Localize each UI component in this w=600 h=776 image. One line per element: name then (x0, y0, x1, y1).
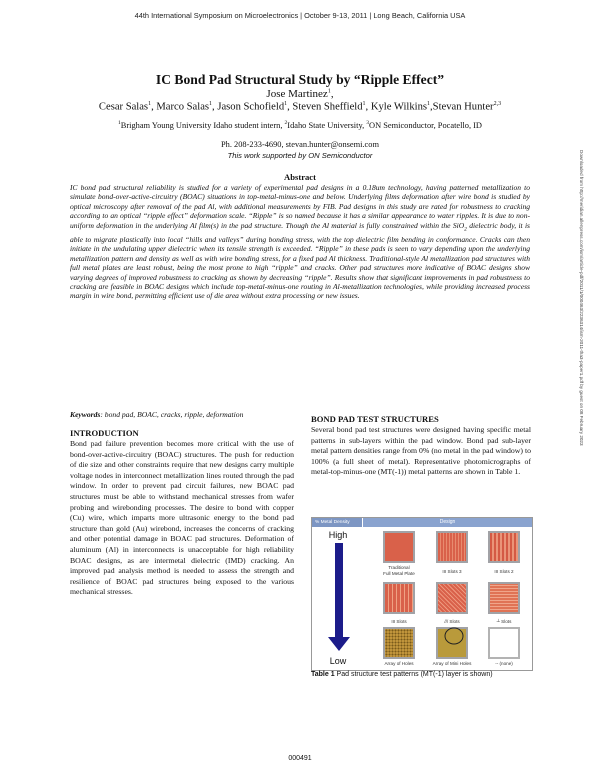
intro-heading: INTRODUCTION (70, 428, 139, 438)
table-1-figure (311, 517, 533, 671)
author-name: Steven Sheffield (292, 101, 363, 113)
abstract-sub: 2 (464, 226, 467, 233)
ball-outline (445, 628, 463, 644)
author-name: Stevan Hunter (432, 101, 494, 113)
pad-label: III Slots 3 (442, 569, 462, 574)
author-line-1: Jose Martinez$^1$, (266, 88, 334, 100)
intro-paragraph: Bond pad failure prevention becomes more critical with the use of bond-over-active-circuitry (BOAC) structures. The push for reduction of die size and other constraints require that new designs carry multiple voltage nodes in interconnect metallization lines routed through the pad window. In order to prevent pad circuit failures, new BOAC pad structures must be able to withstand mechanical stresses from wafer probing and wirebonding processes. The desire to bond with copper (Cu) wire, which imparts more ultrasonic energy to the bond pad structure than gold (Au) wirebond, increases the concerns of cracking and other potential damage in BOAC pad structures. Deformation of aluminum (Al) in interconnects is unacceptable for high reliability BOAC designs, as are intermetal dielectric (IMD) cracking. An improved pad analysis method is needed to assess the strength and resilience of BOAC pad structures being exposed to the various mechanical stresses. (70, 439, 294, 597)
author-name: Jason Schofield (217, 101, 285, 113)
author-sup: 2,3 (493, 101, 502, 107)
page-number: 000491 (288, 755, 312, 762)
pad-tile-none (488, 627, 520, 659)
paper-title: IC Bond Pad Structural Study by “Ripple Effect” (155, 72, 445, 87)
pad-label: /// Slots (444, 619, 460, 624)
intro-body (70, 439, 294, 598)
author-sup: 1 (284, 101, 288, 107)
pad-tile-slots-2 (488, 531, 520, 563)
author-sup: 1 (148, 101, 152, 107)
pad-label: ┴ Slots (496, 619, 512, 624)
author-sup: 1 (362, 101, 366, 107)
caption-text: Pad structure test patterns (MT(-1) layer is shown) (334, 671, 493, 678)
keywords-label: Keywords (70, 410, 101, 419)
arrow-shaft (335, 543, 343, 637)
author-name: Jose Martinez (266, 88, 328, 100)
metal-density-header: % Metal Density (312, 518, 362, 527)
pad-tile-slots (383, 582, 415, 614)
author-line-2: Cesar Salas$^1$, Marco Salas$^1$, Jason Schofield$^1$, Steven Sheffield$^1$, Kyle Wilkins$^1$,Stevan Hunter$^{2,3}$ (98, 101, 502, 113)
wire-bond-ball (442, 624, 466, 646)
bond-pad-paragraph: Several bond pad test structures were designed having specific metal patterns in sub-layers within the pad window. Bond pad sub-layer metal pattern densities range from 0% (no metal in the pad window) to 100% (a full sheet of metal). Representative photomicrographs of metal-top-minus-one (MT(-1)) metal patterns are shown in Table 1. (311, 425, 531, 477)
affil-sup: 1 (118, 120, 121, 126)
affiliations (0, 120, 600, 130)
pad-label: Array of Holes (384, 661, 414, 666)
pad-tile-array-of-holes (383, 627, 415, 659)
low-label: Low (329, 656, 347, 666)
affil-sup: 3 (366, 120, 370, 126)
pad-label: Array of Mini Holes (432, 661, 472, 666)
bond-pad-heading: BOND PAD TEST STRUCTURES (311, 414, 439, 424)
abstract-body (70, 183, 530, 301)
table-caption (311, 671, 541, 678)
affil-sup: 2 (284, 120, 288, 126)
abstract-text: dielectric body, it is able to migrate plastically into local “hills and valleys” during bonding stress, with the top dielectric film bending in conformance. Cracks can then initiate in the undulating upper dielectric when its tensile strength is exceeded. “Ripple” in these pads is seen to vary depending upon the underlying metallization pattern and density as well as with wire bonding stress, for a fixed pad Al thickness. Traditional-style Al metallization pad structures with full metal plates are least robust, being the most prone to high “ripple” and cracks. Other pad structures more indicative of BOAC designs show varying degrees of improved robustness to cracking as shown by decreasing “ripple”. Results show that significant improvements in pad robustness to cracking are feasible in BOAC designs which include top-metal-minus-one routing in Al-metallization technologies, while providing increased process margin in wire bond, permitting efficient use of die area without extra processing or new issues. (70, 220, 530, 301)
pad-tile-t-slots (488, 582, 520, 614)
author-name: Marco Salas (156, 101, 210, 113)
side-note-text: Downloaded from http://meridian.allenpress.com/ism/article-pdf/2011/1/000463/2236314/ism-2011-tha3-paper1.pdf by guest on 08 February 2023 (579, 150, 584, 446)
pad-tile-slots-3 (436, 531, 468, 563)
author-name: Kyle Wilkins (370, 101, 428, 113)
author-name: Cesar Salas (98, 101, 149, 113)
affil-3: ON Semiconductor, Pocatello, ID (369, 120, 482, 130)
conference-header: 44th International Symposium on Microelectronics | October 9-13, 2011 | Long Beach, California USA (134, 11, 466, 20)
caption-label: Table 1 (311, 671, 335, 678)
pad-label: Traditional Full Metal Plate (383, 565, 415, 576)
affil-2: Idaho State University, (287, 120, 367, 130)
pad-tile-diagonal-slots (436, 582, 468, 614)
abstract-heading: Abstract (284, 172, 316, 182)
figure-header-row (312, 518, 532, 527)
abstract-text: IC bond pad structural reliability is studied for a variety of experimental pad designs in a 0.18um technology, having patterned metallization to simulate bond-over-active-circuitry (BOAC) situations in top-metal-minus-one and below. Underlying films deformation after wire bond is studied by optical microscopy after removal of the pad Al, with additional measurements by FIB. Pad designs in this study are rated for robustness to cracking according to an optical “ripple effect” deformation scale. “Ripple” is so named because it has a similar appearance to water ripples. It is due to non-uniform deformation in the underlying Al film(s) in the pad structure. Though the Al material is fully constrained within the SiO (70, 183, 530, 230)
author-sup: 1 (209, 101, 213, 107)
pad-label: III Slots (391, 619, 407, 624)
arrow-head (328, 637, 350, 651)
pad-tile-full-plate (383, 531, 415, 563)
keywords (70, 410, 530, 419)
bond-pad-body (311, 425, 531, 478)
design-header: Design (362, 518, 532, 527)
density-arrow (328, 543, 350, 651)
support-line: This work supported by ON Semiconductor (227, 151, 373, 160)
author-sup: 1 (327, 88, 331, 95)
affil-1: Brigham Young University Idaho student intern, (120, 120, 285, 130)
author-sup: 1 (427, 101, 431, 107)
pad-label: -- (none) (495, 661, 513, 666)
keywords-text: : bond pad, BOAC, cracks, ripple, deformation (100, 410, 244, 419)
pad-label: III Slots 2 (494, 569, 514, 574)
contact-line: Ph. 208-233-4690, stevan.hunter@onsemi.com (221, 140, 379, 149)
high-label: High (328, 530, 348, 540)
download-side-note (574, 150, 588, 590)
